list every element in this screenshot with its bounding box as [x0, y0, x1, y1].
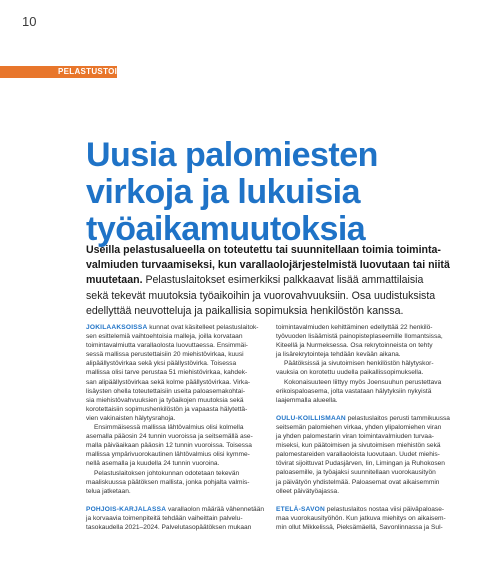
lead-line: valmiuden turvaamiseksi, kun varallaolojärjestelmistä luovutaan tai niitä [86, 259, 450, 272]
body-line: tasokaudella 2021–2024. Palvelutasopäätöksen mukaan [86, 523, 252, 531]
paragraph-gap [276, 496, 463, 505]
region-kicker: JOKILAAKSOISSA [86, 324, 148, 331]
body-line: korotettaisiin sopimushenkilöstön ja vapaasta hälytettä- [86, 405, 248, 413]
body-line: vauksia on korotettu uudella paikallissopimuksella. [276, 369, 424, 377]
body-line: kunnat ovat käsitelleet pelastuslaitok- [147, 324, 259, 331]
body-paragraph [276, 323, 463, 359]
body-line: työvuoden lisäämistä painopisteplaseemille Ilomantsissa, [276, 333, 443, 341]
body-line: ja päivätyön yhdistelmää. Paloasemat ovat aikaisemmin [276, 478, 440, 486]
paragraph-gap [86, 496, 273, 505]
body-paragraph [276, 505, 463, 532]
lead-paragraph [86, 243, 456, 319]
body-line: miseksi, kun päätoimisen ja sivutoimisen miehistön sekä [276, 442, 441, 450]
body-paragraph [276, 359, 463, 377]
body-line: vien vakinaisten hälytysrahoja. [86, 414, 176, 422]
body-line: malla päiväaikaan pääosin 12 tunnin vuoroissa. Toisessa [86, 442, 252, 450]
body-line: mallissa olisi tarve perustaa 51 miehistövirkaa, kahdek- [86, 369, 248, 377]
body-line: ja yhden palomestarin viran toimintavalmiuden turvaa- [276, 433, 434, 441]
section-label: PELASTUSTOIMI [58, 67, 127, 76]
body-line: lisäysten ohella toteutettaisiin useita paloasemakohtai- [86, 387, 246, 395]
body-paragraph [86, 469, 273, 496]
body-line: maa vuorokausityöhön. Kun jatkuva miehitys on aikaisem- [276, 514, 446, 522]
body-line: olleet päivätyöajassa. [276, 487, 340, 495]
page-number: 10 [22, 14, 37, 29]
body-line: maaliskuussa päätöksen mallista, jonka pohjalta valmis- [86, 478, 250, 486]
region-kicker: POHJOIS-KARJALASSA [86, 505, 167, 513]
lead-line: Useilla pelastusalueella on toteutettu tai suunnitellaan toimia toiminta- [86, 244, 441, 256]
region-kicker: OULU-KOILLISMAAN [276, 414, 346, 422]
body-line: palomestareiden varallaoloista luovutaan. Uudet miehis- [276, 451, 440, 459]
body-line: Ensimmäisessä mallissa lähtövalmius olisi kolmella [94, 424, 244, 432]
lead-line [86, 273, 456, 288]
body-line: min ollut Mikkelissä, Pieksämäellä, Savonlinnassa ja Sul- [276, 523, 443, 531]
body-line: Pelastuslaitoksen johtokunnan odotetaan tekevän [94, 469, 240, 477]
body-line: san alipäällystövirkaa sekä kolme päällystövirkaa. Virka- [86, 378, 251, 386]
body-line: pelastuslaitos perusti tammikuussa [345, 414, 450, 422]
body-line: asemalla pääosin 24 tunnin vuoroissa ja seitsemällä ase- [86, 433, 253, 441]
region-kicker: ETELÄ-SAVON [276, 505, 325, 513]
paragraph-gap [276, 405, 463, 414]
body-line: paloasemille, ja työajaksi suunnitellaan vuorokausityön [276, 469, 436, 477]
body-paragraph [276, 378, 463, 405]
body-line: toimintavalmiutta varallaolosta luovuttaessa. Ensimmäi- [86, 342, 248, 350]
headline-line: työaikamuutoksia [86, 210, 366, 248]
body-line: sia miehistövahvuuksien ja työaikojen muutoksia sekä [86, 396, 244, 404]
body-line: sen esittelemiä vaihtoehtoisia malleja, joilla korvataan [86, 333, 243, 341]
body-paragraph [276, 414, 463, 496]
headline-line: virkoja ja lukuisia [86, 173, 360, 211]
body-line: toimintavalmiuden kehittäminen edellyttää 22 henkilö- [276, 324, 433, 331]
body-paragraph [86, 505, 273, 532]
body-line: alipäällystövirkaa sekä yksi päällystövirka. Toisessa [86, 360, 237, 368]
body-line: telua jatketaan. [86, 487, 131, 495]
lead-line: sekä tekevät muutoksia työaikoihin ja vuorovahvuuksiin. Osa uudistuksista [86, 289, 436, 302]
lead-rest-start: Pelastuslaitokset esimerkiksi palkkaavat lisää ammattilaisia [142, 274, 424, 287]
body-line: ja korvaavia toimenpiteitä tehdään vaiheittain palvelu- [86, 514, 243, 522]
body-paragraph [86, 423, 273, 468]
body-line: Päätöksissä ja sivutoimisen henkilöstön hälytyskor- [284, 360, 434, 368]
body-line: seitsemän palomiehen virkaa, yhden ylipalomiehen viran [276, 423, 442, 431]
body-line: laajemmalla alueella. [276, 396, 338, 404]
headline-line: Uusia palomiesten [86, 136, 378, 174]
lead-line: edellyttää neuvotteluja ja paikallisia sopimuksia henkilöstön kanssa. [86, 304, 404, 317]
body-column-left [86, 323, 273, 532]
body-line: ja lisärekrytointeja tehdään kevään aikana. [276, 351, 401, 359]
body-line: mallissa ympärivuorokautinen lähtövalmius olisi kymme- [86, 451, 250, 459]
body-line: erikoispaloasema, jolta vastataan hälytyksiin nykyistä [276, 387, 432, 395]
body-line: Kokonaisuuteen liittyy myös Joensuuhun perustettava [284, 378, 442, 386]
body-line: varallaolon määrää vähennetään [166, 505, 265, 513]
body-line: tövirat sijoittuvat Pudasjärven, Iin, Limingan ja Ruhokosen [276, 460, 445, 468]
article-headline [86, 137, 466, 248]
body-line: sessä mallissa perustettaisiin 20 miehistövirkaa, kuusi [86, 351, 244, 359]
body-line: pelastuslaitos nostaa viisi päiväpaloase- [324, 505, 445, 513]
body-column-right [276, 323, 463, 532]
body-paragraph [86, 323, 273, 423]
lead-strong-end: muutetaan. [86, 274, 143, 287]
body-line: Kiteellä ja Nurmeksessa. Osa rekrytoinneista on tehty [276, 342, 433, 350]
body-line: nellä asemalla ja kuudella 24 tunnin vuoroina. [86, 460, 220, 468]
